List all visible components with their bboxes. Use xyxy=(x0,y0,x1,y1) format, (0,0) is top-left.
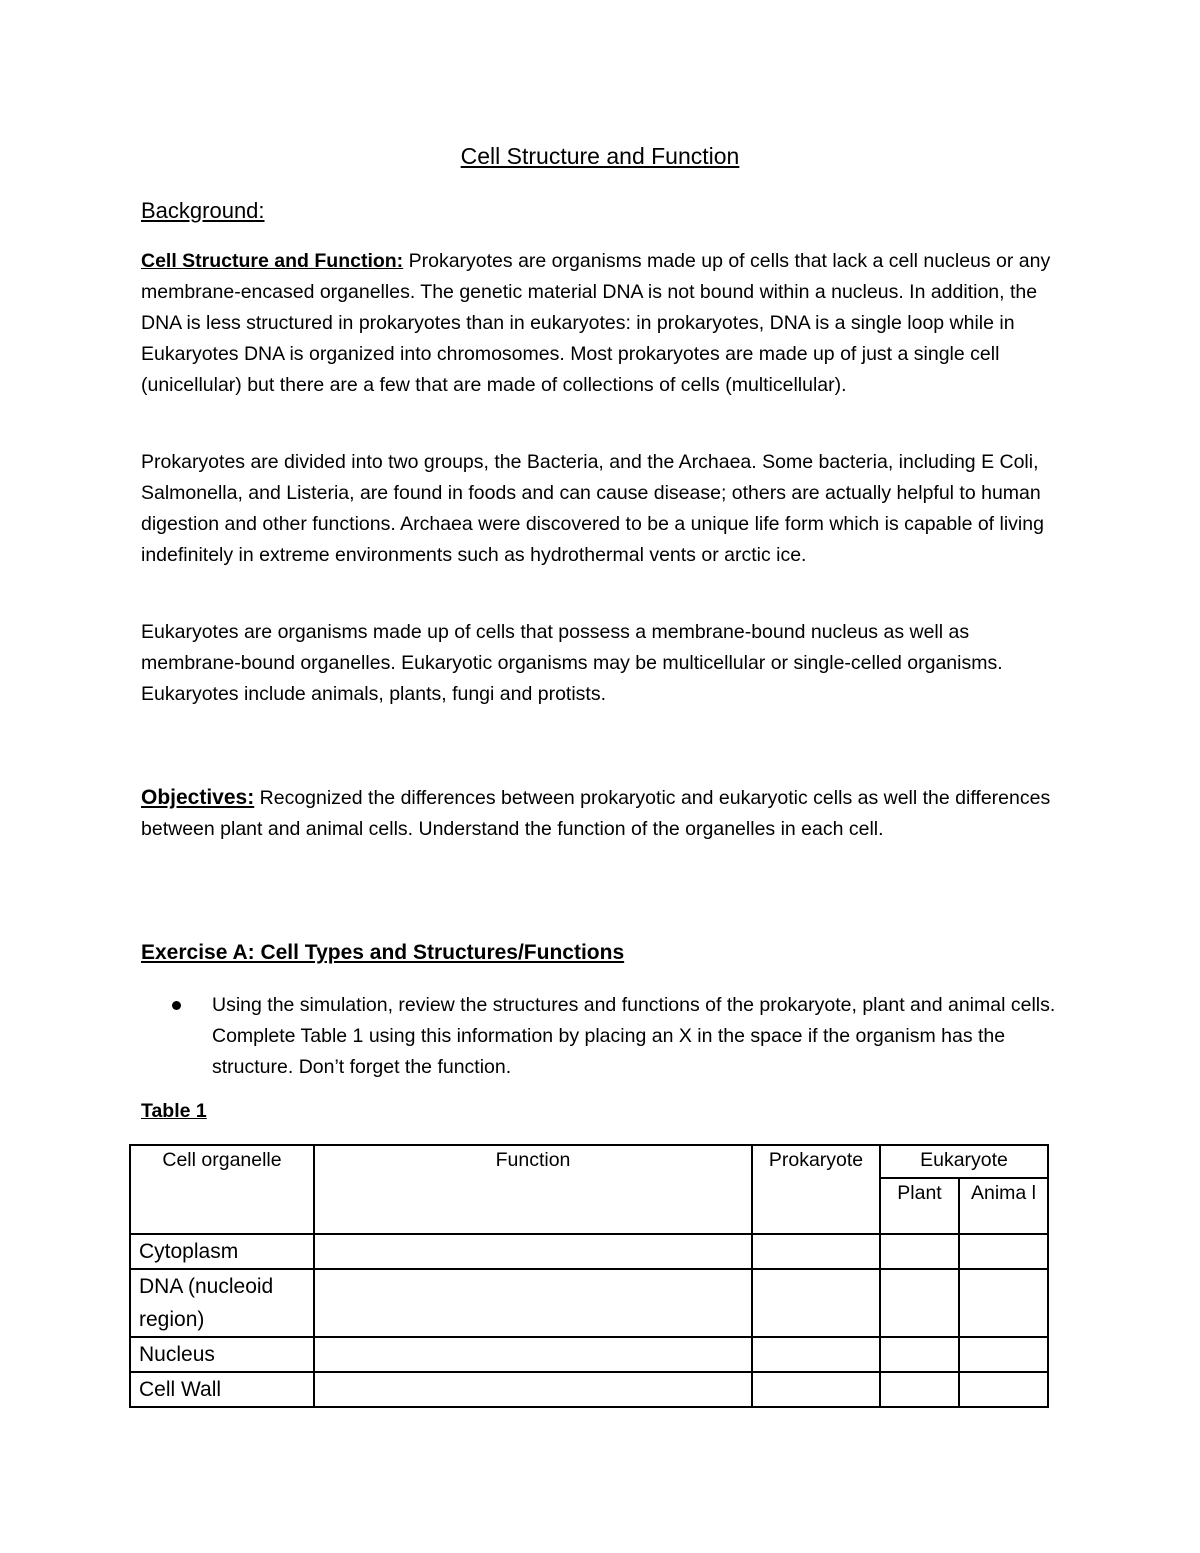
table-row xyxy=(130,1234,1048,1269)
plant-cell[interactable] xyxy=(880,1234,959,1269)
plant-cell[interactable] xyxy=(880,1269,959,1337)
organelle-cell: Cytoplasm xyxy=(130,1234,314,1269)
paragraph-eukaryotes: Eukaryotes are organisms made up of cells that possess a membrane-bound nucleus as well as membrane-bound organelles. Eukaryotic organisms may be multicellular or single-celled organisms. Eukaryotes include animals, plants, fungi and protists. xyxy=(141,621,1003,705)
header-cell-eukaryote: Eukaryote xyxy=(880,1145,1048,1178)
exercise-heading: Exercise A: Cell Types and Structures/Functions xyxy=(141,941,625,964)
animal-cell[interactable] xyxy=(959,1372,1048,1407)
header-cell-function: Function xyxy=(314,1145,752,1234)
header-cell-organelle: Cell organelle xyxy=(130,1145,314,1234)
prokaryote-cell[interactable] xyxy=(752,1372,880,1407)
instruction-list xyxy=(170,990,1060,1083)
objectives-paragraph xyxy=(141,782,1061,845)
objectives-text: Recognized the differences between prokaryotic and eukaryotic cells as well the differences between plant and animal cells. Understand the function of the organelles in each cell. xyxy=(141,787,1051,840)
bullet-icon xyxy=(172,1001,181,1010)
animal-cell[interactable] xyxy=(959,1337,1048,1372)
organelle-cell: Cell Wall xyxy=(130,1372,314,1407)
paragraph-text: Prokaryotes are organisms made up of cells that lack a cell nucleus or any membrane-encased organelles. The genetic material DNA is not bound within a nucleus. In addition, the DNA is less structured in prokaryotes than in eukaryotes: in prokaryotes, DNA is a single loop while in Eukaryotes DNA is organized into chromosomes. Most prokaryotes are made up of just a single cell (unicellular) but there are a few that are made of collections of cells (multicellular). xyxy=(141,250,1051,396)
document-title: Cell Structure and Function xyxy=(460,143,740,169)
plant-cell[interactable] xyxy=(880,1337,959,1372)
paragraph-prokaryotes xyxy=(141,246,1061,401)
background-heading: Background: xyxy=(141,198,265,223)
instruction-text: Using the simulation, review the structures and functions of the prokaryote, plant and animal cells. Complete Table 1 using this information by placing an X in the space if the organism has the structure. Don’t forget the function. xyxy=(212,994,1056,1078)
prokaryote-cell[interactable] xyxy=(752,1234,880,1269)
table-row xyxy=(130,1337,1048,1372)
function-cell[interactable] xyxy=(314,1234,752,1269)
animal-cell[interactable] xyxy=(959,1269,1048,1337)
table-row xyxy=(130,1269,1048,1337)
header-cell-animal: Anima l xyxy=(959,1178,1048,1234)
organelle-cell: DNA (nucleoid region) xyxy=(130,1269,314,1337)
instruction-item xyxy=(170,990,1060,1083)
table-label: Table 1 xyxy=(141,1100,207,1122)
paragraph-bacteria-archaea: Prokaryotes are divided into two groups, the Bacteria, and the Archaea. Some bacteria, including E Coli, Salmonella, and Listeria, are found in foods and can cause disease; others are actually helpful to human digestion and other functions. Archaea were discovered to be a unique life form which is capable of living indefinitely in extreme environments such as hydrothermal vents or arctic ice. xyxy=(141,451,1044,566)
organelle-cell: Nucleus xyxy=(130,1337,314,1372)
prokaryote-cell[interactable] xyxy=(752,1337,880,1372)
paragraph-lead: Cell Structure and Function: xyxy=(141,250,404,272)
organelle-table xyxy=(129,1144,1049,1408)
header-cell-prokaryote: Prokaryote xyxy=(752,1145,880,1234)
table-row xyxy=(130,1372,1048,1407)
header-cell-plant: Plant xyxy=(880,1178,959,1234)
prokaryote-cell[interactable] xyxy=(752,1269,880,1337)
function-cell[interactable] xyxy=(314,1372,752,1407)
function-cell[interactable] xyxy=(314,1337,752,1372)
objectives-lead: Objectives: xyxy=(141,786,255,809)
animal-cell[interactable] xyxy=(959,1234,1048,1269)
plant-cell[interactable] xyxy=(880,1372,959,1407)
function-cell[interactable] xyxy=(314,1269,752,1337)
